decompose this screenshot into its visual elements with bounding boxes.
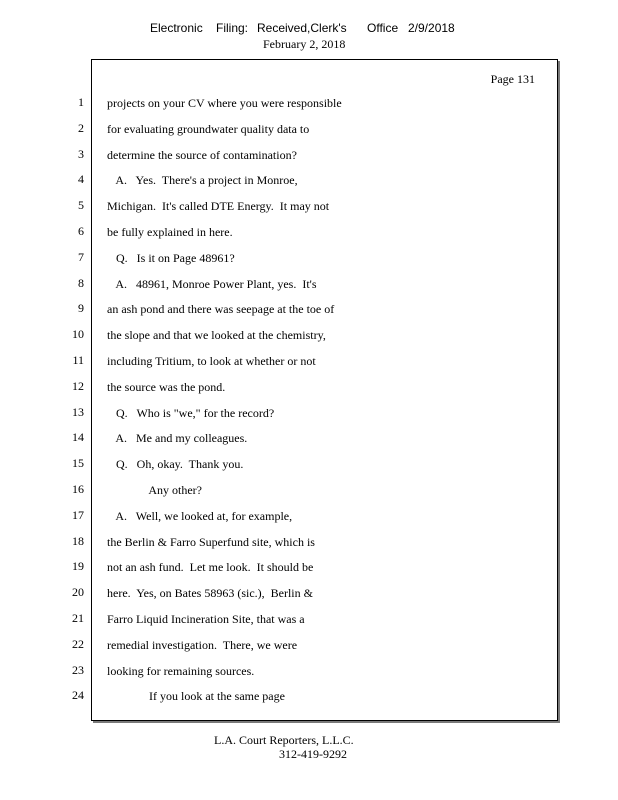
line-number: 17	[72, 507, 84, 522]
transcript-line: including Tritium, to look at whether or not	[107, 353, 316, 368]
line-number: 2	[78, 120, 84, 135]
transcript-page	[91, 59, 558, 721]
transcript-line: Farro Liquid Incineration Site, that was a	[107, 611, 305, 626]
transcript-line: for evaluating groundwater quality data to	[107, 121, 310, 136]
transcript-line: A. 48961, Monroe Power Plant, yes. It's	[107, 276, 317, 291]
line-number: 18	[72, 533, 84, 548]
page-number: Page 131	[490, 72, 535, 86]
line-number: 11	[72, 352, 84, 367]
line-number-column	[60, 94, 84, 713]
line-number: 14	[72, 430, 84, 445]
transcript-line: A. Yes. There's a project in Monroe,	[107, 173, 298, 188]
line-number: 9	[78, 301, 84, 316]
line-number: 20	[72, 585, 84, 600]
stamp-received: Received,Clerk's	[257, 21, 347, 35]
transcript-line: projects on your CV where you were responsible	[107, 96, 342, 110]
transcript-line: If you look at the same page	[107, 689, 285, 704]
transcript-line: not an ash fund. Let me look. It should be	[107, 560, 314, 575]
transcript-line: here. Yes, on Bates 58963 (sic.), Berlin &	[107, 586, 313, 601]
transcript-line: an ash pond and there was seepage at the toe of	[107, 302, 335, 317]
line-number: 24	[72, 688, 84, 703]
line-number: 21	[72, 610, 84, 625]
line-number: 13	[72, 404, 84, 419]
transcript-line: A. Me and my colleagues.	[107, 431, 248, 446]
transcript-line: Q. Is it on Page 48961?	[107, 250, 235, 265]
line-number: 3	[78, 146, 84, 161]
line-number: 10	[72, 327, 84, 342]
line-number: 1	[78, 95, 84, 109]
transcript-line: the Berlin & Farro Superfund site, which is	[107, 534, 315, 549]
transcript-line: Michigan. It's called DTE Energy. It may not	[107, 199, 330, 214]
stamp-filing: Filing:	[216, 21, 249, 35]
line-number: 22	[72, 636, 84, 651]
transcript-line: Q. Who is "we," for the record?	[107, 405, 275, 420]
document-date: February 2, 2018	[263, 37, 346, 51]
transcript-body	[107, 95, 547, 714]
line-number: 16	[72, 481, 84, 496]
line-number: 8	[78, 275, 84, 290]
transcript-line: be fully explained in here.	[107, 224, 233, 239]
line-number: 4	[78, 172, 84, 187]
reporter-phone: 312-419-9292	[279, 747, 347, 761]
stamp-date: 2/9/2018	[408, 21, 455, 35]
transcript-line: looking for remaining sources.	[107, 663, 255, 678]
reporter-name: L.A. Court Reporters, L.L.C.	[214, 733, 354, 747]
line-number: 6	[78, 223, 84, 238]
line-number: 23	[72, 662, 84, 677]
line-number: 7	[78, 249, 84, 264]
line-number: 19	[72, 559, 84, 574]
stamp-office: Office	[367, 21, 399, 35]
transcript-line: Q. Oh, okay. Thank you.	[107, 457, 244, 472]
transcript-line: the slope and that we looked at the chemistry,	[107, 328, 326, 343]
stamp-electronic: Electronic	[150, 21, 203, 35]
transcript-line: remedial investigation. There, we were	[107, 637, 298, 652]
transcript-line: A. Well, we looked at, for example,	[107, 508, 293, 523]
line-number: 12	[72, 378, 84, 393]
line-number: 5	[78, 198, 84, 213]
transcript-line: determine the source of contamination?	[107, 147, 297, 162]
transcript-line: the source was the pond.	[107, 379, 226, 394]
line-number: 15	[72, 456, 84, 471]
transcript-line: Any other?	[107, 482, 202, 497]
